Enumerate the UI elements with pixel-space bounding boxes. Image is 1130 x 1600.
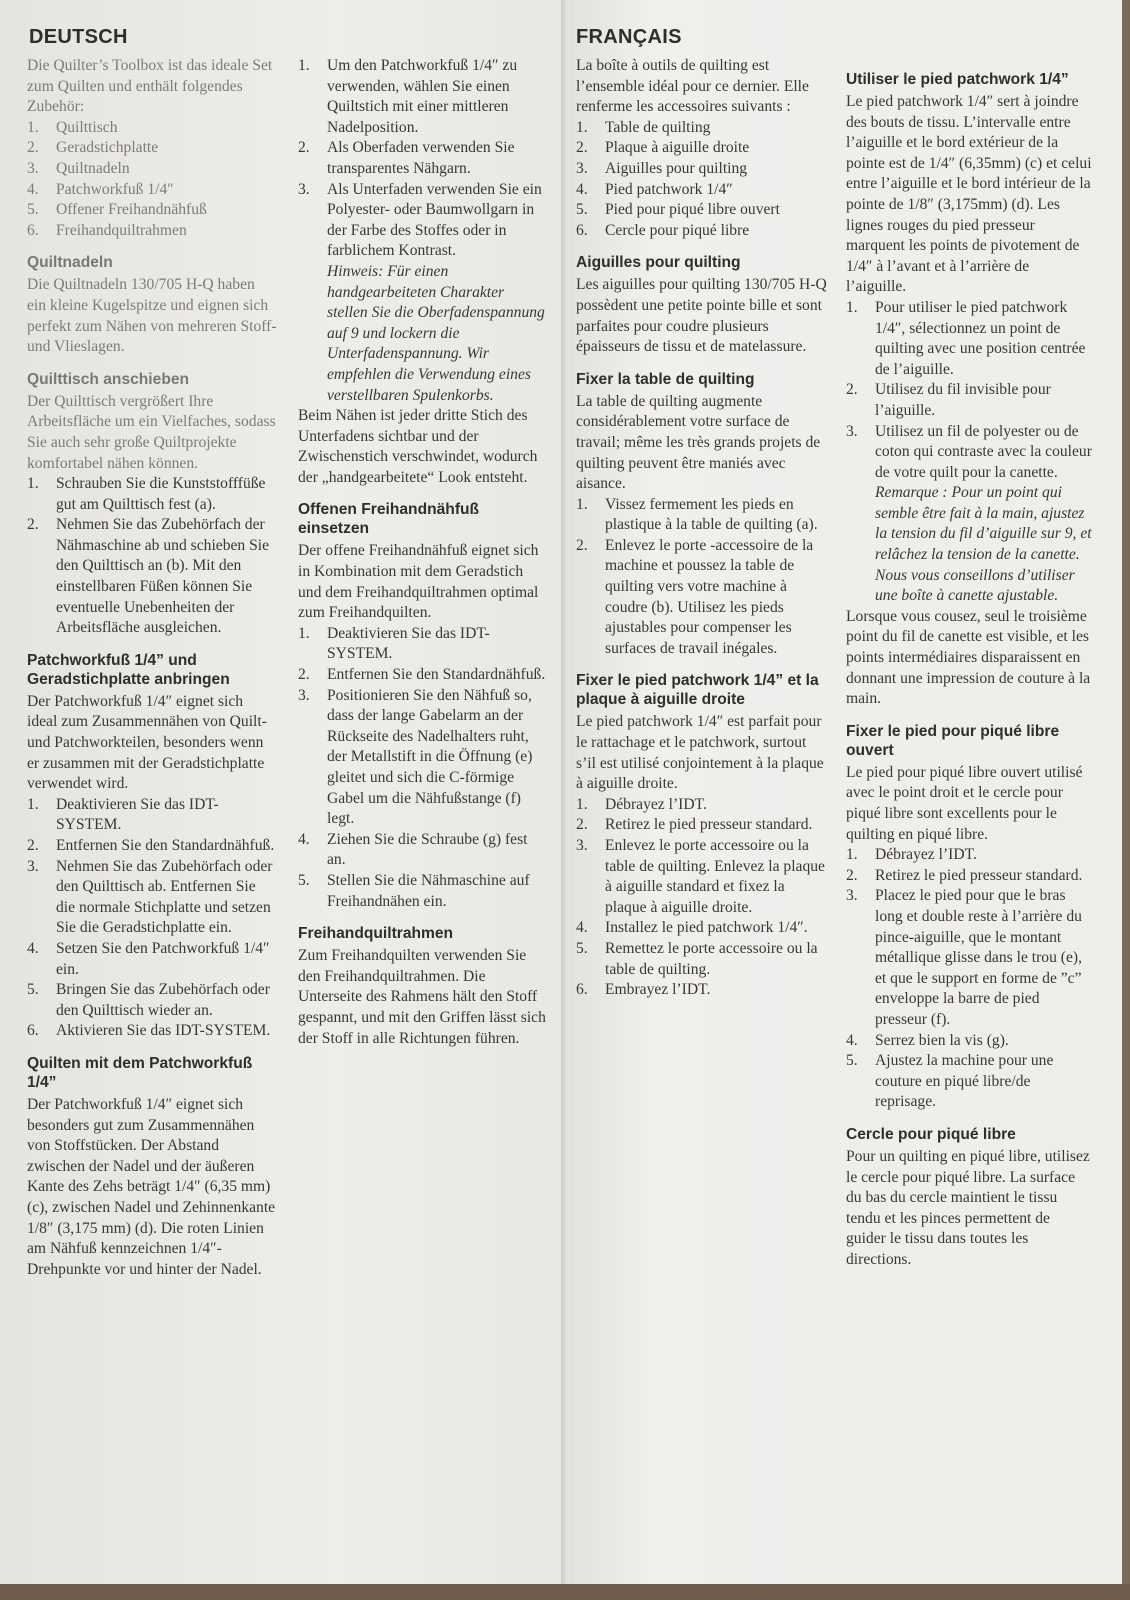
- section-text: Le pied patchwork 1/4″ sert à joindre des bouts de tissu. L’intervalle entre l’aiguille et le bord extérieur de la pointe est de 1/4″ (6,35mm) (c) et celui entre l’aiguille et le bord intérieur de la pointe de 1/8″ (3,175mm) (d). Les lignes rouges du pied presseur marquent les points de pivotement de 1/4″ à l’avant et à l’arrière de l’aiguille.: [846, 93, 1092, 296]
- section-heading: Quiltnadeln: [27, 254, 113, 272]
- list-item: 2. Geradstichplatte: [27, 139, 159, 157]
- list-item: 1. Débrayez l’IDT.: [846, 846, 977, 864]
- page-gutter: [561, 0, 569, 1586]
- list-item: 4. Installez le pied patchwork 1/4″.: [576, 919, 808, 937]
- list-item: 4. Setzen Sie den Patchworkfuß 1/4″ ein.: [27, 939, 270, 978]
- section-text: Le pied pour piqué libre ouvert utilisé avec le point droit et le cercle pour piqué libre sont excellents pour le quilting en piqué libre.: [846, 763, 1083, 843]
- list-item: 4. Ziehen Sie die Schraube (g) fest an.: [298, 830, 528, 869]
- list-item: 3. Placez le pied pour que le bras long et double reste à l’arrière du pince-aiguille, que le montant métallique glisse dans le trou (e), et que le support en forme de ”c” enveloppe la barre de pied presseur (f).: [846, 887, 1082, 1028]
- list-item: 3. Utilisez un fil de polyester ou de coton qui contraste avec la couleur de votre quilt pour la canette.: [846, 422, 1092, 481]
- list-item: 6. Cercle pour piqué libre: [576, 221, 750, 239]
- desk-surface: [0, 1584, 1130, 1600]
- section-heading: Patchworkfuß 1/4” und Geradstichplatte anbringen: [27, 651, 230, 688]
- list-item: 5. Pied pour piqué libre ouvert: [576, 201, 780, 219]
- section-text: Le pied patchwork 1/4″ est parfait pour le rattachage et le patchwork, surtout s’il est utilisé conjointement à la plaque à aiguille droite.: [576, 713, 824, 793]
- list-item: 5. Ajustez la machine pour une couture en piqué libre/de reprisage.: [846, 1052, 1054, 1111]
- section-heading: Cercle pour piqué libre: [846, 1125, 1016, 1143]
- list-item: 4. Pied patchwork 1/4″: [576, 180, 733, 198]
- list-item: 5. Stellen Sie die Nähmaschine auf Freihandnähen ein.: [298, 871, 530, 910]
- steps-list: [27, 795, 277, 1042]
- list-item: 2. Plaque à aiguille droite: [576, 139, 750, 157]
- deutsch-items-list: [27, 118, 277, 242]
- section-text: Beim Nähen ist jeder dritte Stich des Unterfadens sichtbar und der Zwischenstich verschwindet, wodurch der „handgearbeitete“ Look entsteht.: [298, 407, 538, 486]
- list-item: 3. Enlevez le porte accessoire ou la table de quilting. Enlevez la plaque à aiguille standard et fixez la plaque à aiguille droite.: [576, 837, 825, 916]
- list-item: 1. Um den Patchworkfuß 1/4″ zu verwenden, wählen Sie einen Quiltstich mit einer mittleren Nadelposition.: [298, 57, 518, 136]
- list-item: 1. Table de quilting: [576, 118, 711, 136]
- section-heading: Fixer la table de quilting: [576, 370, 755, 388]
- steps-list: [576, 795, 828, 1001]
- deutsch-column-1: [27, 56, 277, 1280]
- list-item: 2. Retirez le pied presseur standard.: [576, 816, 813, 834]
- list-item: 3. Positionieren Sie den Nähfuß so, dass der lange Gabelarm an der Rückseite des Nadelhalters ruht, der Metallstift in die Öffnung (e) gleitet und sich die C-förmige Gabel um die Nähfußstange (f) legt.: [298, 686, 533, 828]
- list-item: 6. Freihandquiltrahmen: [27, 221, 187, 239]
- list-item: 4. Serrez bien la vis (g).: [846, 1031, 1009, 1049]
- section-text: Der Patchworkfuß 1/4″ eignet sich ideal zum Zusammennähen von Quilt- und Patchworkteilen, besonders wenn er zusammen mit der Geradstichplatte verwendet wird.: [27, 692, 267, 793]
- steps-list: [576, 495, 828, 660]
- section-heading: Quilttisch anschieben: [27, 370, 190, 388]
- steps-list: [846, 845, 1092, 1113]
- section-text: Zum Freihandquilten verwenden Sie den Freihandquiltrahmen. Die Unterseite des Rahmens hält den Stoff gespannt, und mit den Griffen lässt sich der Stoff in alle Richtungen führen.: [298, 947, 546, 1047]
- list-item: 3. Nehmen Sie das Zubehörfach oder den Quilttisch ab. Entfernen Sie die normale Stichplatte und setzen Sie die Geradstichplatte ein.: [27, 857, 273, 937]
- francais-column-2: [846, 70, 1092, 1270]
- list-item: 4. Patchworkfuß 1/4″: [27, 180, 174, 198]
- section-heading: Quilten mit dem Patchworkfuß 1/4”: [27, 1054, 253, 1091]
- section-heading: Aiguilles pour quilting: [576, 254, 741, 272]
- francais-title: FRANÇAIS: [576, 26, 682, 48]
- deutsch-title: DEUTSCH: [29, 26, 128, 48]
- section-text: Les aiguilles pour quilting 130/705 H-Q possèdent une petite pointe bille et sont parfaites pour coudre plusieurs épaisseurs de tissu et de matelassure.: [576, 276, 827, 356]
- list-item: 5. Bringen Sie das Zubehörfach oder den Quilttisch wieder an.: [27, 981, 270, 1019]
- list-item: 1. Deaktivieren Sie das IDT-SYSTEM.: [298, 624, 490, 663]
- deutsch-intro: Die Quilter’s Toolbox ist das ideale Set zum Quilten und enthält folgendes Zubehör:: [27, 57, 273, 116]
- list-item: 1. Pour utiliser le pied patchwork 1/4″, sélectionnez un point de quilting avec une position centrée de l’aiguille.: [846, 298, 1086, 378]
- section-text: Lorsque vous cousez, seul le troisième point du fil de canette est visible, et les points intermédiaires disparaissent en donnant une impression de couture à la main.: [846, 607, 1091, 708]
- list-item: 1. Quilttisch: [27, 118, 118, 136]
- steps-list: [298, 624, 548, 912]
- francais-intro: La boîte à outils de quilting est l’ensemble idéal pour ce dernier. Elle renferme les accessoires suivants :: [576, 57, 809, 116]
- list-item: 2. Entfernen Sie den Standardnähfuß.: [298, 666, 546, 684]
- section-text: Die Quiltnadeln 130/705 H-Q haben ein kleine Kugelspitze und eignen sich perfekt zum Nähen von mehreren Stoff- und Vlieslagen.: [27, 276, 277, 356]
- list-item: 2. Utilisez du fil invisible pour l’aiguille.: [846, 381, 1051, 419]
- list-item: 2. Entfernen Sie den Standardnähfuß.: [27, 837, 275, 854]
- list-item: 5. Remettez le porte accessoire ou la table de quilting.: [576, 939, 818, 978]
- steps-list: [27, 474, 277, 639]
- section-text: Der Quilttisch vergrößert Ihre Arbeitsfläche um ein Vielfaches, sodass Sie auch sehr große Quiltprojekte komfortabel nähen können.: [27, 392, 276, 472]
- list-item: 2. Retirez le pied presseur standard.: [846, 866, 1083, 884]
- section-text: Pour un quilting en piqué libre, utilisez le cercle pour piqué libre. La surface du bas du cercle maintient le tissu tendu et les pinces permettent de guider le tissu dans toutes les directions.: [846, 1147, 1090, 1268]
- steps-list: [298, 56, 548, 262]
- list-item: 1. Deaktivieren Sie das IDT-SYSTEM.: [27, 795, 219, 834]
- steps-list: [846, 298, 1092, 483]
- note-text: Remarque : Pour un point qui semble être fait à la main, ajustez la tension du fil d’aiguille sur 9, et relâchez la tension de la canette. Nous vous conseillons d’utiliser une boîte à canette ajustable.: [875, 484, 1092, 605]
- list-item: 2. Als Oberfaden verwenden Sie transparentes Nähgarn.: [298, 139, 515, 177]
- list-item: 2. Nehmen Sie das Zubehörfach der Nähmaschine ab und schieben Sie den Quilttisch an (b). Mit den einstellbaren Füßen können Sie eventuelle Unebenheiten der Arbeitsfläche ausgleichen.: [27, 516, 270, 637]
- list-item: 2. Enlevez le porte -accessoire de la machine et poussez la table de quilting vers votre machine à coudre (b). Utilisez les pieds ajustables pour compenser les surfaces de travail inégales.: [576, 536, 814, 657]
- list-item: 6. Embrayez l’IDT.: [576, 981, 711, 999]
- section-heading: Offenen Freihandnähfuß einsetzen: [298, 501, 480, 538]
- section-text: La table de quilting augmente considérablement votre surface de travail; même les très grands projets de quilting peuvent être maniés avec aisance.: [576, 392, 821, 493]
- list-item: 5. Offener Freihandnähfuß: [27, 201, 207, 219]
- list-item: 3. Aiguilles pour quilting: [576, 159, 748, 177]
- list-item: 1. Schrauben Sie die Kunststofffüße gut am Quilttisch fest (a).: [27, 475, 266, 513]
- francais-items-list: [576, 118, 828, 242]
- list-item: 1. Débrayez l’IDT.: [576, 795, 707, 813]
- section-heading: Fixer le pied patchwork 1/4” et la plaque à aiguille droite: [576, 672, 819, 709]
- deutsch-column-2: [298, 56, 548, 1049]
- list-item: 1. Vissez fermement les pieds en plastique à la table de quilting (a).: [576, 495, 818, 534]
- list-item: 3. Als Unterfaden verwenden Sie ein Polyester- oder Baumwollgarn in der Farbe des Stoffes oder in farblichem Kontrast.: [298, 180, 542, 260]
- section-text: Der Patchworkfuß 1/4″ eignet sich besonders gut zum Zusammennähen von Stoffstücken. Der Abstand zwischen der Nadel und der äußeren Kante des Zehs beträgt 1/4″ (6,35 mm) (c), zwischen Nadel und Zehinnenkante 1/8″ (3,175 mm) (d). Die roten Linien am Nähfuß kennzeichnen 1/4″-Drehpunkte vor und hinter der Nadel.: [27, 1095, 276, 1278]
- francais-column-1: [576, 56, 828, 1001]
- list-item: 3. Quiltnadeln: [27, 159, 130, 177]
- section-heading: Freihandquiltrahmen: [298, 925, 454, 943]
- section-heading: Utiliser le pied patchwork 1/4”: [846, 71, 1069, 88]
- section-heading: Fixer le pied pour piqué libre ouvert: [846, 722, 1060, 759]
- section-text: Der offene Freihandnähfuß eignet sich in Kombination mit dem Geradstich und dem Freihandquiltrahmen optimal zum Freihandquilten.: [298, 542, 539, 622]
- list-item: 6. Aktivieren Sie das IDT-SYSTEM.: [27, 1022, 271, 1040]
- note-text: Hinweis: Für einen handgearbeiteten Charakter stellen Sie die Oberfadenspannung auf 9 und lockern die Unterfadenspannung. Wir empfehlen die Verwendung eines verstellbaren Spulenkorbs.: [327, 262, 545, 404]
